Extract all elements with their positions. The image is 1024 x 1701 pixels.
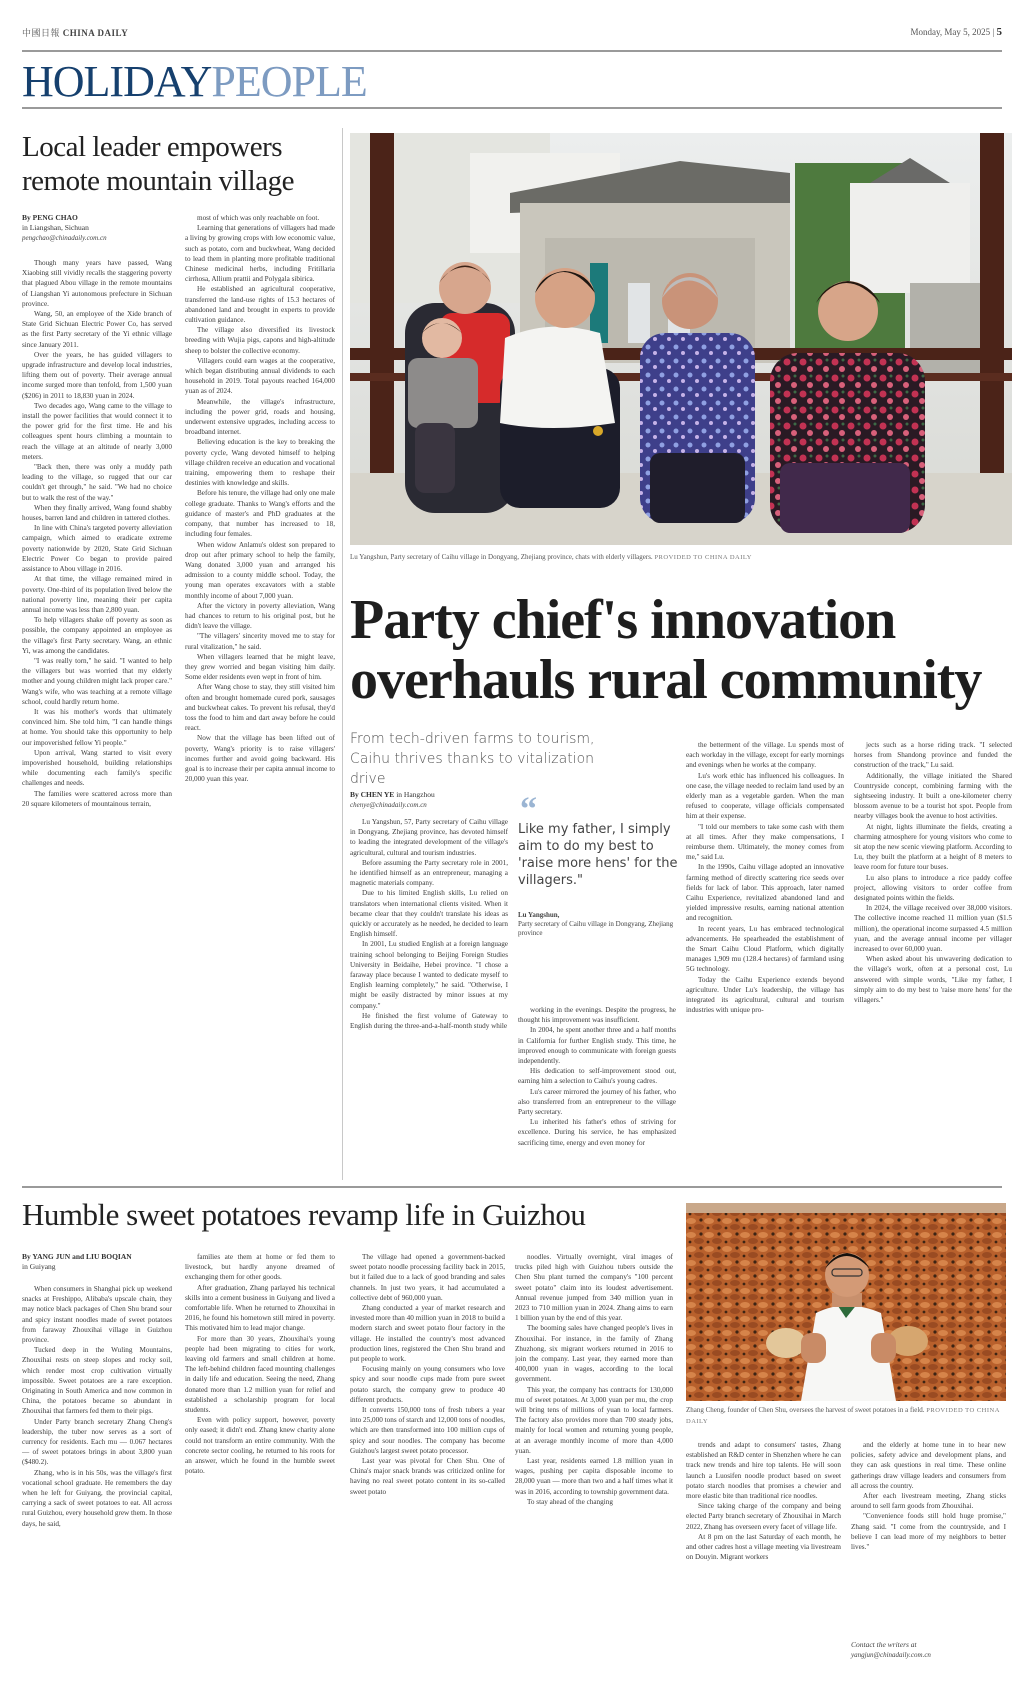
paragraph: The village had opened a government-backed sweet potato noodle processing facility back in 2015, but it failed due to a lack of good branding and sales channels. In just two years, it had accumulated a collective debt of 960,000 yuan. bbox=[350, 1253, 505, 1302]
paragraph: families ate them at home or fed them to livestock, but hardly anyone dreamed of exchanging them for other goods. bbox=[185, 1253, 335, 1282]
paragraph: It converts 150,000 tons of fresh tubers a year into 25,000 tons of starch and 12,000 tons of noodles, which are then transformed into 100 million cups of spicy and sour noodles. The company has become Guizhou's largest sweet potato processor. bbox=[350, 1406, 505, 1455]
story2-column-3 bbox=[686, 740, 844, 1182]
paragraph: After the victory in poverty alleviation, Wang had chances to return to his original post, but he didn't leave the village. bbox=[185, 601, 335, 631]
photo-party-secretary-with-villagers bbox=[350, 133, 1012, 545]
paragraph: the betterment of the village. Lu spends most of each workday in the village, except for early mornings and evenings when he works at the company. bbox=[686, 741, 844, 770]
photo-founder-with-sweet-potatoes bbox=[686, 1203, 1006, 1401]
paragraph: To help villagers shake off poverty as soon as possible, the company appointed an employee as the village's first Party secretary. Wang, an ethnic Yi, was among the candidates. bbox=[22, 616, 172, 655]
paragraph: Before assuming the Party secretary role in 2001, he identified himself as an entrepreneur, managing a magnetic materials company. bbox=[350, 858, 508, 888]
paragraph: trends and adapt to consumers' tastes, Zhang established an R&D center in Shenzhen where he can track new trends and hire top talents. He will soon launch a Luosifen noodle product based on sweet potato starch noodles that promises a chewier and more elastic bite than traditional rice noodles. bbox=[686, 1441, 841, 1501]
story2-headline-line2: overhauls rural community bbox=[350, 649, 982, 711]
page-number: 5 bbox=[996, 26, 1002, 38]
paragraph: After graduation, Zhang parlayed his technical skills into a cement business in Guiyang and lived a comfortable life. When he returned to Zhouxihai in 2016, he found his hometown still mired in poverty. This motivated him to lead major change. bbox=[185, 1283, 335, 1333]
paper-name bbox=[22, 26, 128, 39]
header-rule bbox=[22, 50, 1002, 52]
paragraph: Now that the village has been lifted out of poverty, Wang's priority is to raise villagers' incomes further and avoid going backward. His goal is to increase their per capita annual income to 20,000 yuan this year. bbox=[185, 734, 335, 784]
paragraph: The village also diversified its livestock breeding with Wujia pigs, capons and high-altitude sheep to bolster the collective economy. bbox=[185, 326, 335, 355]
story3-contact bbox=[851, 1640, 1006, 1660]
story1-column-1 bbox=[22, 258, 172, 1188]
section-name-holiday: HOLIDAY bbox=[22, 57, 212, 106]
paragraph: "I told our members to take some cash with them at all times. After they make compensations, I reimburse them. Ultimately, the money comes from me," said Lu. bbox=[686, 822, 844, 862]
paragraph: Today the Caihu Experience extends beyond agriculture. Under Lu's leadership, the village has integrated its agricultural, cultural and tourism industries with unique pro- bbox=[686, 975, 844, 1015]
paragraph: "Back then, there was only a muddy path leading to the village, so rugged that our car couldn't get through," he said. "We had no choice but to walk the rest of the way." bbox=[22, 463, 172, 502]
paragraph: It was his mother's words that ultimately convinced him. She told him, "I can handle things at home. You should take this opportunity to help our impoverished fellow Yi people." bbox=[22, 707, 172, 747]
paragraph: Though many years have passed, Wang Xiaobing still vividly recalls the staggering poverty that plagued Abou village in the remote mountains of Liangshan Yi autonomous prefecture in Sichuan province. bbox=[22, 259, 172, 308]
paragraph: Lu's career mirrored the journey of his father, who also transferred from an entrepreneur to the village Party secretary. bbox=[518, 1087, 676, 1117]
paragraph: Before his tenure, the village had only one male college graduate. Thanks to Wang's efforts and the guidance of master's and PhD graduates at the company, that number has increased to 18, including four females. bbox=[185, 489, 335, 539]
paragraph: noodles. Virtually overnight, viral images of trucks piled high with Guizhou tubers outside the Chen Shu plant turned the company's "100 percent sweet potato" claim into its loudest advertisement. Annual revenue jumped from 340 million yuan in 2023 to 710 million yuan in 2024. Zhang aims to earn 1 billion yuan by the end of this year. bbox=[515, 1253, 673, 1323]
paragraph: In 2001, Lu studied English at a foreign language training school belonging to Beijing Foreign Studies University in Beidaihe, Hebei province. "I chose a faraway place because I wanted to dedicate myself to English learning completely," he said. "Otherwise, I might be easily distracted by minor issues at my company." bbox=[350, 940, 508, 1010]
paragraph: After each livestream meeting, Zhang sticks around to sell farm goods from Zhouxihai. bbox=[851, 1492, 1006, 1511]
paragraph: Lu's work ethic has influenced his colleagues. In one case, the village needed to reclaim land used by an elderly man as a vegetable garden. When the man refused to cooperate, village officials compensated him at their expense. bbox=[686, 771, 844, 821]
story2-deck: From tech-driven farms to tourism, Caihu thrives thanks to vitalization drive bbox=[350, 731, 595, 787]
story3-column-6 bbox=[851, 1440, 1006, 1610]
story2-photo-caption bbox=[350, 552, 1012, 563]
paragraph: The families were scattered across more than 20 square kilometers of mountainous terrain, bbox=[22, 789, 172, 808]
paragraph: Lu Yangshun, 57, Party secretary of Caihu village in Dongyang, Zhejiang province, has devoted himself to leading the integrated development of the village's agricultural, cultural and tourism industries. bbox=[350, 818, 508, 857]
paragraph: Over the years, he has guided villagers to upgrade infrastructure and develop local industries, lifting them out of poverty. Their average annual income surged more than tenfold, from 1,500 yuan ($206) in 2011 to 18,830 yuan in 2024. bbox=[22, 350, 172, 400]
story2-headline-line1: Party chief's innovation bbox=[350, 589, 896, 651]
caption-text: Lu Yangshun, Party secretary of Caihu village in Dongyang, Zhejiang province, chats with elderly villagers. bbox=[350, 553, 653, 561]
contact-label: Contact the writers at bbox=[851, 1640, 917, 1649]
story3-column-1 bbox=[22, 1284, 172, 1684]
paper-name-cn: 中國日報 bbox=[22, 28, 61, 38]
paragraph: "I was really torn," he said. "I wanted to help the villagers but was worried that my elderly mother and young children might lack proper care." Wang's wife, who was teaching at a remote village school, could hardly return home. bbox=[22, 656, 172, 706]
story1-headline: Local leader empowers remote mountain village bbox=[22, 131, 294, 197]
paragraph: Learning that generations of villagers had made a living by growing crops with low economic value, such as potato, corn and buckwheat, Wang decided to lead them in planting more profitable traditional Chinese medicinal herbs, including Fritillaria cirrhosa, Allium prattii and Polygala sibirica. bbox=[185, 224, 335, 284]
page-header bbox=[22, 20, 1002, 40]
paragraph: Due to his limited English skills, Lu relied on translators when international clients visited. When it became clear that they couldn't translate his ideas as quickly or accurately as he needed, he decided to learn English himself. bbox=[350, 889, 508, 939]
paragraph: In 2004, he spent another three and a half months in California for further English study. This time, he improved enough to communicate with foreign guests independently. bbox=[518, 1026, 676, 1066]
paragraph: Even with policy support, however, poverty only eased; it didn't end. Zhang knew charity alone could not transform an entire community. With the concrete sector cooling, he returned to his roots for an answer, which he found in the humble sweet potato. bbox=[185, 1416, 335, 1476]
paragraph: Zhang conducted a year of market research and invested more than 40 million yuan in 2018 to build a modern starch and sweet potato flour factory in the village. He installed the country's most advanced production lines, registered the Chen Shu brand and put people to work. bbox=[350, 1304, 505, 1364]
paragraph: Lu also plans to introduce a rice paddy coffee project, allowing visitors to order coffee from designated points within the fields. bbox=[854, 873, 1012, 903]
paragraph: At night, lights illuminate the fields, creating a charming atmosphere for young visitors who come to sit atop the new scenic viewing platform. According to Lu, they built the platform at a height of 8 meters to leave room for future tour buses. bbox=[854, 822, 1012, 872]
paper-name-en: CHINA DAILY bbox=[62, 28, 129, 38]
paragraph: "Convenience foods still hold huge promise," Zhang said. "I come from the countryside, and I believe I can lead more of my neighbors to better lives." bbox=[851, 1512, 1006, 1552]
paragraph: Under Party branch secretary Zhang Cheng's leadership, the tuber now serves as a sort of currency for residents. Each mu — 0.067 hectares — of sweet potatoes brings in about 3,800 yuan ($480.2). bbox=[22, 1417, 172, 1467]
story3-headline: Humble sweet potatoes revamp life in Guizhou bbox=[22, 1197, 586, 1232]
paragraph: Zhang, who is in his 50s, was the village's first vocational school graduate. He remembers the day when he left for Guiyang, the provincial capital, carrying a sack of sweet potatoes to eat. All across rural Guizhou, every household grew them. In those days, he said, bbox=[22, 1468, 172, 1528]
story3-column-3 bbox=[350, 1252, 505, 1684]
story2-column-4 bbox=[854, 740, 1012, 1182]
paragraph: most of which was only reachable on foot. bbox=[197, 214, 320, 222]
paragraph: jects such as a horse riding track. "I selected horses from Shandong province and funded the construction of the track," Lu said. bbox=[854, 741, 1012, 770]
column-divider bbox=[342, 128, 343, 1180]
section-rule bbox=[22, 1186, 1002, 1188]
paragraph: He finished the first volume of Gateway to English during the three-and-a-half-month study while bbox=[350, 1011, 508, 1031]
story3-authors: By YANG JUN and LIU BOQIAN bbox=[22, 1252, 132, 1261]
story1-author: By PENG CHAO bbox=[22, 213, 78, 222]
paragraph: Tucked deep in the Wuling Mountains, Zhouxihai rests on steep slopes and rocky soil, which render most crop cultivation virtually impossible. Sweet potatoes are a rare exception. Originating in South America and now common in China, the potatoes became so abundant in Zhouxihai that farmers fed them to their pigs. bbox=[22, 1346, 172, 1416]
paragraph: working in the evenings. Despite the progress, he thought his improvement was insufficient. bbox=[518, 1006, 676, 1025]
pull-quote-attribution bbox=[518, 911, 678, 938]
issue-date: Monday, May 5, 2025 bbox=[910, 27, 991, 37]
story1-location: in Liangshan, Sichuan bbox=[22, 223, 89, 232]
photo-credit: PROVIDED TO CHINA DAILY bbox=[686, 1407, 1000, 1425]
paragraph: When villagers learned that he might leave, they grew worried and began visiting him daily. Some elder residents even wept in front of him. bbox=[185, 652, 335, 682]
paragraph: He established an agricultural cooperative, transferred the land-use rights of 15.3 hectares of abandoned land and brought in experts to provide cultivation guidance. bbox=[185, 285, 335, 325]
story2-email[interactable]: chenye@chinadaily.com.cn bbox=[350, 801, 427, 809]
story1-email[interactable]: pengchao@chinadaily.com.cn bbox=[22, 234, 107, 242]
paragraph: His dedication to self-improvement stood out, earning him a selection to Caihu's young cadres. bbox=[518, 1067, 676, 1086]
paragraph: and the elderly at home tune in to hear new policies, safety advice and development plans, and they can ask questions in real time. These online gatherings draw village leaders and consumers from all across the country. bbox=[851, 1441, 1006, 1490]
paragraph: Focusing mainly on young consumers who love spicy and sour noodle cups made from pure sweet potato starch, the company grew to produce 40 different products. bbox=[350, 1365, 505, 1404]
story2-author: By CHEN YE bbox=[350, 790, 395, 799]
paragraph: When they finally arrived, Wang found shabby houses, barren land and children in tattered clothes. bbox=[22, 503, 172, 523]
date-and-page bbox=[911, 26, 1002, 38]
paragraph: After Wang chose to stay, they still visited him often and brought homemade cured pork, sausages and buckwheat cakes. To prevent his refusal, they'd toss the food to him and dart away before he could react. bbox=[185, 683, 335, 733]
paragraph: When asked about his unwavering dedication to the village's work, often at a personal cost, Lu answered with simple words, "Like my father, I simply aim to do my best to 'raise more hens' for the villagers." bbox=[854, 955, 1012, 1005]
sweet-potato-photo bbox=[686, 1203, 1006, 1401]
paragraph: Lu inherited his father's ethos of striving for excellence. During his service, he has emphasized sacrificing time, energy and even money for bbox=[518, 1118, 676, 1147]
paragraph: This year, the company has contracts for 130,000 mu of sweet potatoes. At 3,000 yuan per mu, the crop will bring tens of millions of yuan to local farmers. The factory also provides more than 700 steady jobs, mainly for local women and returning young people, at an average monthly income of more than 4,000 yuan. bbox=[515, 1385, 673, 1455]
story2-location: in Hangzhou bbox=[396, 790, 435, 799]
caption-text: Zhang Cheng, founder of Chen Shu, oversees the harvest of sweet potatoes in a field. bbox=[686, 1406, 925, 1414]
paragraph: "The villagers' sincerity moved me to stay for rural vitalization," he said. bbox=[185, 632, 335, 651]
paragraph: When widow Anlamu's oldest son prepared to drop out after primary school to help the family, Wang donated 3,000 yuan and arranged his admission to a county middle school. Today, the young man operates excavators with a stable monthly income of about 7,000 yuan. bbox=[185, 540, 335, 600]
quote-title: Party secretary of Caihu village in Dongyang, Zhejiang province bbox=[518, 920, 674, 937]
paragraph: Two decades ago, Wang came to the village to install the power facilities that would connect it to the power grid for the first time. He and his colleagues spent hours climbing a mountain to reach the village at an altitude of nearly 3,000 meters. bbox=[22, 401, 172, 461]
paragraph: Last year was pivotal for Chen Shu. One of China's major snack brands was criticized online for having no real sweet potato content in its so-called sweet potato bbox=[350, 1457, 505, 1496]
paragraph: When consumers in Shanghai pick up weekend snacks at Freshippo, Alibaba's upscale chain, they may notice black packages of Chen Shu brand sour and spicy instant noodles made of sweet potatoes from faraway Zhouxihai village in Guizhou province. bbox=[22, 1285, 172, 1345]
masthead-rule bbox=[22, 107, 1002, 109]
paragraph: In recent years, Lu has embraced technological advancements. He spearheaded the establishment of the Smart Caihu Cloud Platform, which digitally manages 1,909 mu (128.4 hectares) of farmland using 5G technology. bbox=[686, 924, 844, 974]
story3-column-4 bbox=[515, 1252, 673, 1684]
story3-column-5 bbox=[686, 1440, 841, 1684]
paragraph: For more than 30 years, Zhouxihai's young people had been migrating to cities for work, leaving old farmers and small children at home. The left-behind children faced mounting challenges in daily life and education. Seeing the need, Zhang donated more than 1.2 million yuan for relief and established a scholarship program for local students. bbox=[185, 1334, 335, 1415]
paragraph: At that time, the village remained mired in poverty. One-third of its population lived below the national poverty line, meaning their per capita annual income was less than 2,800 yuan. bbox=[22, 575, 172, 614]
village-photo bbox=[350, 133, 1012, 545]
contact-email[interactable]: yangjun@chinadaily.com.cn bbox=[851, 1651, 931, 1659]
story1-byline bbox=[22, 213, 172, 243]
paragraph: Last year, residents earned 1.8 million yuan in wages, pushing per capita disposable income to 28,000 yuan — more than two and a half times what it was in 2016, according to township government data. bbox=[515, 1457, 673, 1496]
story3-column-2 bbox=[185, 1252, 335, 1684]
paragraph: Villagers could earn wages at the cooperative, which began distributing annual dividends to each household in 2019. Total payouts reached 164,000 yuan as of 2024. bbox=[185, 356, 335, 396]
quote-mark-icon: “ bbox=[520, 791, 537, 828]
story1-column-2 bbox=[185, 213, 335, 1183]
photo-credit: PROVIDED TO CHINA DAILY bbox=[654, 554, 752, 561]
section-name-people: PEOPLE bbox=[211, 57, 367, 106]
quote-name: Lu Yangshun, bbox=[518, 911, 560, 919]
paragraph: Meanwhile, the village's infrastructure, including the power grid, roads and housing, underwent extensive upgrades, including access to broadband internet. bbox=[185, 397, 335, 437]
paragraph: At 8 pm on the last Saturday of each month, he and other cadres host a village meeting via livestream on Douyin. Migrant workers bbox=[686, 1532, 841, 1562]
story2-byline bbox=[350, 790, 510, 810]
pull-quote: Like my father, I simply aim to do my best to 'raise more hens' for the villagers." bbox=[518, 822, 678, 888]
story2-column-2 bbox=[518, 1005, 676, 1182]
paragraph: Since taking charge of the company and being elected Party branch secretary of Zhouxihai in March 2022, Zhang has overseen every facet of village life. bbox=[686, 1502, 841, 1531]
section-masthead bbox=[22, 58, 367, 106]
story2-headline bbox=[350, 590, 1020, 710]
paragraph: To stay ahead of the changing bbox=[527, 1497, 613, 1506]
story3-photo-caption bbox=[686, 1405, 1006, 1427]
paragraph: Wang, 50, an employee of the Xide branch of State Grid Sichuan Electric Power Co, has served as the first Party secretary of the Yi ethnic village since January 2011. bbox=[22, 310, 172, 349]
paragraph: In the 1990s, Caihu village adopted an innovative farming method of directly scattering rice seeds over fields for lack of labor. This approach, later named Caihu Experience, revitalized abandoned land and yielded impressive results, earning national attention and recognition. bbox=[686, 863, 844, 923]
story2-column-1 bbox=[350, 817, 508, 1182]
paragraph: Additionally, the village initiated the Shared Countryside concept, combining farming with the sightseeing industry. It built a one-kilometer cherry blossom avenue to be a tourist hot spot. People from nearby villages book the avenue to host activities. bbox=[854, 771, 1012, 821]
paragraph: In line with China's targeted poverty alleviation campaign, which aimed to eradicate extreme poverty nationwide by 2020, State Grid Sichuan Electric Power Co began to provide paired assistance to Abou village in 2016. bbox=[22, 524, 172, 574]
paragraph: Believing education is the key to breaking the poverty cycle, Wang devoted himself to helping village children receive an education and vocational training, empowering them to reshape their destinies with knowledge and skills. bbox=[185, 438, 335, 488]
paragraph: In 2024, the village received over 38,000 visitors. The collective income reached 11 million yuan ($1.5 million), the operational income surpassed 4.5 million yuan, and the average annual income per villager increased to over 60,000 yuan. bbox=[854, 904, 1012, 954]
story3-byline bbox=[22, 1252, 172, 1272]
paragraph: Upon arrival, Wang started to visit every impoverished household, building relationships while documenting each family's specific challenges and needs. bbox=[22, 748, 172, 788]
separator: | bbox=[992, 27, 995, 37]
story3-location: in Guiyang bbox=[22, 1262, 56, 1271]
paragraph: The booming sales have changed people's lives in Zhouxihai. For instance, in the family of Zhang Zhuzhong, six migrant workers returned in 2016 to join the company. Last year, they earned more than 400,000 yuan in wages, according to the local government. bbox=[515, 1324, 673, 1384]
